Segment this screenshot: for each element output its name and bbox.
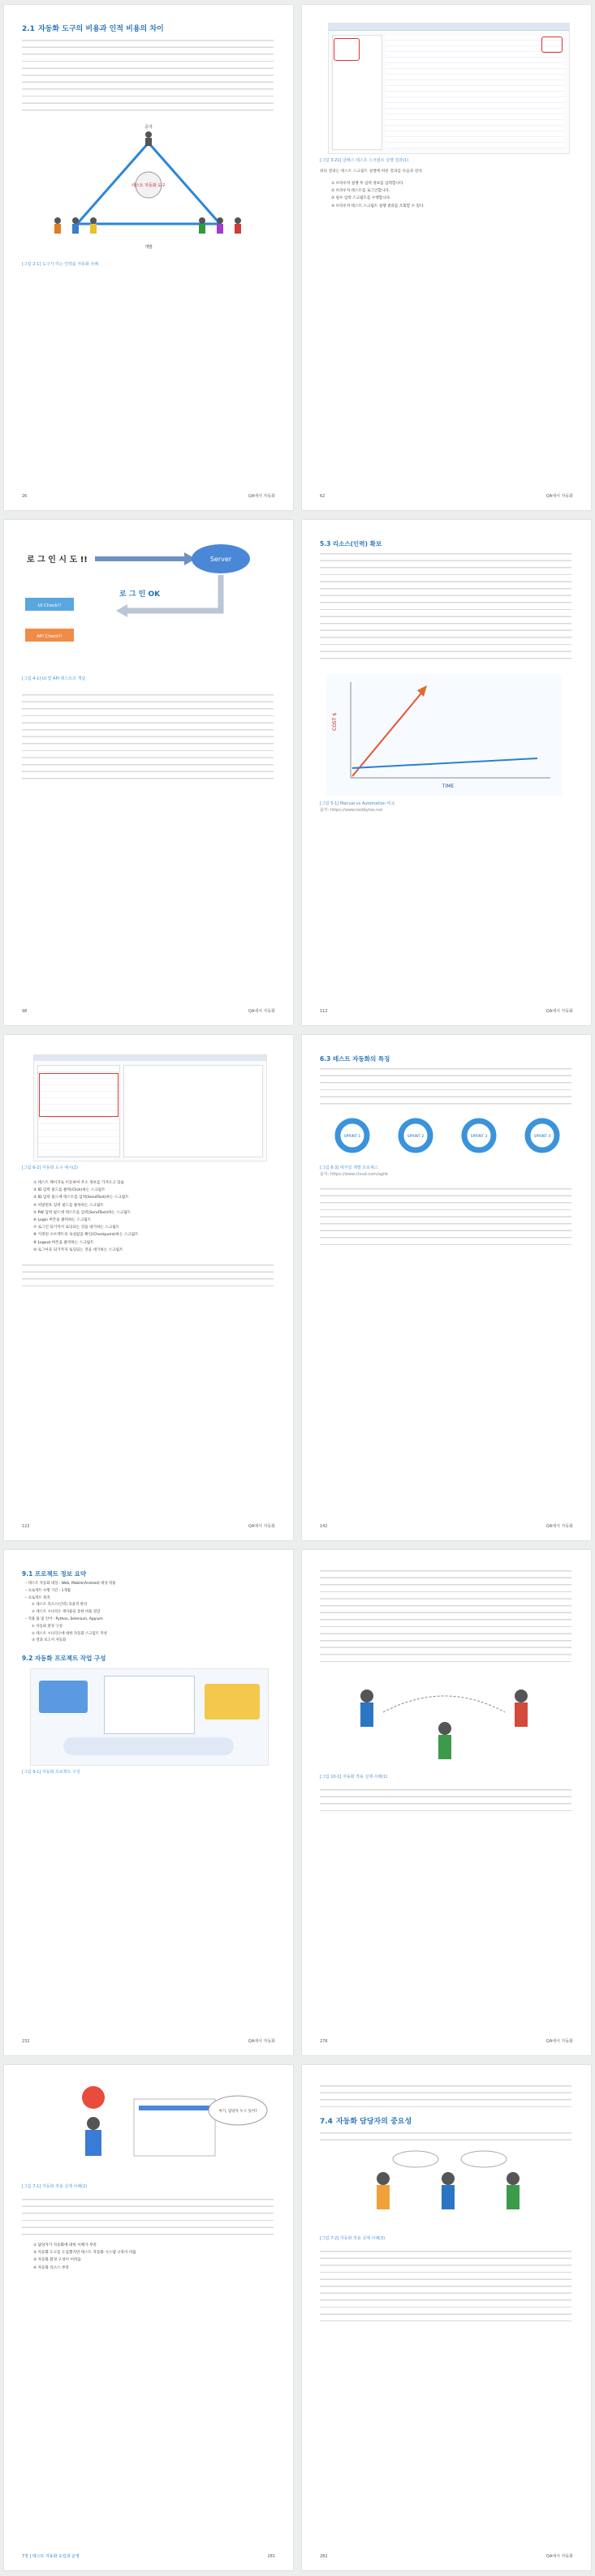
svg-text:개발: 개발	[144, 245, 153, 250]
body-paragraph	[22, 1262, 274, 1286]
person-icon	[360, 1689, 528, 1759]
list-item: ⑨ Logout 버튼을 클릭하는 스크립트	[33, 1240, 94, 1245]
page-98	[4, 520, 293, 1025]
svg-text:Server: Server	[209, 556, 232, 563]
list-item: ③ 필수 입력 스크립트를 수행합니다.	[331, 196, 391, 201]
list-item: ③ 결과 보고서 자동화	[32, 1638, 67, 1643]
figure-caption: [그림 6-3] 애자일 개발 프로세스	[320, 1166, 378, 1170]
list-item: ① 테스트 리소스(인력) 효율적 관리	[32, 1603, 88, 1608]
page-number: 276	[320, 2039, 328, 2044]
running-footer: QA에서 자동화	[545, 2039, 573, 2044]
spread-2	[0, 515, 595, 1030]
test-result-screenshot	[328, 23, 570, 154]
svg-text:로 그 인 OK: 로 그 인 OK	[119, 590, 161, 599]
list-item: – 테스트 자동화 대상 : Web, Mobile(Android) 대상 적용	[25, 1582, 116, 1586]
figure-caption: [그림 2-1] 도구가 하는 인력을 자동화 사례	[22, 262, 99, 267]
body-paragraph	[22, 2196, 274, 2235]
page-number: 281	[267, 2554, 275, 2559]
intro-text: 위의 결과는 테스트 스크립트 실행에 따른 결과를 다음과 같다.	[320, 170, 424, 174]
spread-1	[0, 0, 595, 515]
running-footer: QA에서 자동화	[545, 494, 573, 499]
page-142	[302, 1035, 591, 1540]
section-subheading: 9.2 자동화 프로젝트 작업 구성	[22, 1655, 106, 1662]
page-number: 26	[22, 494, 28, 499]
list-item: ② 자동화 도구를 도입했지만 테스트 자동화 시스템 구축이 미흡	[33, 2251, 136, 2256]
running-footer: QA에서 자동화	[545, 2554, 573, 2559]
running-footer: QA에서 자동화	[248, 2039, 275, 2044]
svg-text:테스트 자동화 도구: 테스트 자동화 도구	[132, 183, 166, 188]
list-item: ⑤ PW 입력 필드에 텍스트를 입력(SendText)하는 스크립트	[33, 1210, 132, 1215]
figure-source: 출처: https://www.cloud.com/agile	[320, 1172, 388, 1177]
list-item: ④ 자동화 리소스 부족	[33, 2265, 70, 2270]
svg-text:SPRINT 3: SPRINT 3	[470, 1135, 488, 1139]
section-heading: 7.4 자동화 담당자의 중요성	[320, 2118, 412, 2126]
project-summary-list	[25, 1581, 261, 1645]
svg-text:로 그 인 시 도 !!: 로 그 인 시 도 !!	[27, 556, 88, 565]
page-112	[302, 520, 591, 1025]
svg-text:TIME: TIME	[442, 784, 455, 789]
page-number: 112	[320, 1009, 328, 1014]
spread-4	[0, 1545, 595, 2060]
server-cloud-icon	[192, 544, 250, 573]
page-276	[302, 1550, 591, 2055]
section-subheading: 9.1 프로젝트 정보 요약	[22, 1570, 87, 1578]
list-item: ⑧ 지정된 오브젝트의 속성값을 확인(Checkpoint)하는 스크립트	[33, 1233, 139, 1238]
figure-caption: [그림 4-1] UI 및 API 테스트의 개념	[22, 676, 86, 681]
list-item: ② 브라우저 테스트를 로그인합니다.	[331, 189, 390, 194]
page-282	[302, 2065, 591, 2570]
page-122	[4, 1035, 293, 1540]
automation-cost-figure	[20, 118, 277, 256]
case-study-figure-1	[334, 1672, 558, 1769]
page-number: 232	[22, 2039, 30, 2044]
running-footer: QA에서 자동화	[545, 1009, 573, 1014]
page-number: 122	[22, 1524, 30, 1529]
body-paragraph	[320, 1568, 571, 1664]
body-paragraph	[320, 2130, 571, 2145]
svg-text:SPRINT 1: SPRINT 1	[343, 1135, 361, 1139]
script-step-list	[33, 1179, 269, 1254]
list-item: ⑩ 로그아웃 되기까지 로딩되는 것을 대기하는 스크립트	[33, 1247, 123, 1252]
page-number: 142	[320, 1524, 328, 1529]
running-footer: QA에서 자동화	[248, 1524, 275, 1529]
person-icon	[85, 2117, 101, 2156]
running-footer: QA에서 자동화	[248, 494, 275, 499]
body-paragraph	[22, 692, 274, 781]
spread-5	[0, 2060, 595, 2575]
page-62	[302, 5, 591, 510]
body-paragraph	[320, 551, 571, 663]
list-item: ① 테스트 페이지로 이동하여 주소 정보를 가져오고 있습	[33, 1181, 124, 1185]
running-footer: QA에서 자동화	[545, 1524, 573, 1529]
list-item: ④ 비밀번호 입력 필드를 클릭하는 스크립트	[33, 1203, 104, 1208]
list-item: ⑥ Login 버튼을 클릭하는 스크립트	[33, 1218, 92, 1223]
list-item: ④ 브라우저 테스트 스크립트 실행 결과를 조회할 수 있다.	[331, 204, 425, 208]
figure-caption: [그림 10-1] 자동화 적용 실제 사례(1)	[320, 1775, 388, 1780]
result-step-list	[331, 180, 567, 210]
agile-sprint-figure	[320, 1113, 573, 1161]
list-item: ② ID 입력 필드를 클릭(Click)하는 스크립트	[33, 1188, 106, 1193]
figure-source: 출처: https://www.testbytes.net	[320, 808, 383, 813]
body-paragraph	[320, 2083, 571, 2107]
case-study-figure-3	[334, 2149, 558, 2230]
ui-api-test-figure	[22, 539, 265, 669]
list-item: – 프로젝트 목적	[25, 1595, 50, 1600]
issue-list	[33, 2242, 269, 2272]
figure-caption: [그림 9-1] 자동화 프로젝트 구성	[22, 1770, 80, 1775]
body-paragraph	[320, 1066, 571, 1105]
svg-text:공자: 공자	[144, 125, 153, 130]
page-number: 282	[320, 2554, 328, 2559]
body-paragraph	[320, 2248, 571, 2321]
spread-3	[0, 1030, 595, 1545]
svg-text:SPRINT 4: SPRINT 4	[533, 1135, 551, 1139]
list-item: ③ 자동화 환경 구성이 어려움	[33, 2258, 81, 2263]
manual-vs-automation-chart	[326, 674, 562, 796]
chapter-label: 7장 | 테스트 자동화 도입과 운영	[22, 2554, 80, 2559]
list-item: ② 테스트 시나리오 재사용을 통한 비용 절감	[32, 1610, 101, 1615]
page-number: 98	[22, 1009, 28, 1014]
project-structure-figure	[30, 1668, 269, 1766]
list-item: ② 테스트 시나리오에 대한 자동화 스크립트 작성	[32, 1631, 107, 1636]
body-paragraph	[320, 1787, 571, 1811]
list-item: ① 자동화 환경 구성	[32, 1624, 63, 1629]
list-item: ① 담당자가 자동화에 대한 이해가 부족	[33, 2243, 97, 2248]
page-number: 62	[320, 494, 326, 499]
list-item: ① 브라우저 실행 후 입력 정보를 입력합니다.	[331, 182, 404, 186]
svg-text:SPRINT 2: SPRINT 2	[407, 1135, 425, 1139]
svg-text:API Check!!: API Check!!	[37, 634, 63, 639]
list-item: ⑦ 로그인 되기까지 로딩되는 것을 대기하는 스크립트	[33, 1226, 120, 1230]
figure-caption: [그림 7-2] 자동화 적용 실제 사례(3)	[320, 2236, 386, 2241]
list-item: – 적용 툴 및 언어 : Python, Selenium, Appium	[25, 1616, 103, 1621]
section-heading: 2.1 자동화 도구의 비용과 인적 비용의 차이	[22, 25, 164, 33]
list-item: – 프로젝트 수행 기간 : 1개월	[25, 1588, 71, 1593]
figure-caption: [그림 6-2] 자동화 도구 예시(2)	[22, 1166, 78, 1170]
figure-caption: [그림 3-21] 클래스 테스트 스크립트 실행 결과(1)	[320, 158, 409, 163]
svg-text:여기, 담당자 누구 있어?: 여기, 담당자 누구 있어?	[218, 2110, 257, 2114]
figure-caption: [그림 5-1] Manual vs Automation 비교	[320, 801, 395, 806]
section-subheading: 5.3 리소스(인력) 확보	[320, 540, 382, 547]
person-icon	[377, 2172, 520, 2209]
figure-caption: [그림 7-1] 자동화 적용 실제 사례(2)	[22, 2184, 88, 2189]
page-26	[4, 5, 293, 510]
svg-text:UI Check!!: UI Check!!	[37, 603, 62, 608]
body-paragraph	[320, 1186, 571, 1251]
running-footer: QA에서 자동화	[248, 1009, 275, 1014]
section-subheading: 6.3 테스트 자동화의 특징	[320, 1055, 390, 1063]
page-232	[4, 1550, 293, 2055]
list-item: ③ ID 입력 필드에 텍스트를 입력(SendText)하는 스크립트	[33, 1196, 129, 1200]
page-281	[4, 2065, 293, 2570]
svg-text:COST $: COST $	[332, 712, 338, 731]
case-study-figure-2	[28, 2083, 269, 2180]
automation-tool-screenshot	[33, 1054, 267, 1161]
body-paragraph	[22, 37, 274, 114]
